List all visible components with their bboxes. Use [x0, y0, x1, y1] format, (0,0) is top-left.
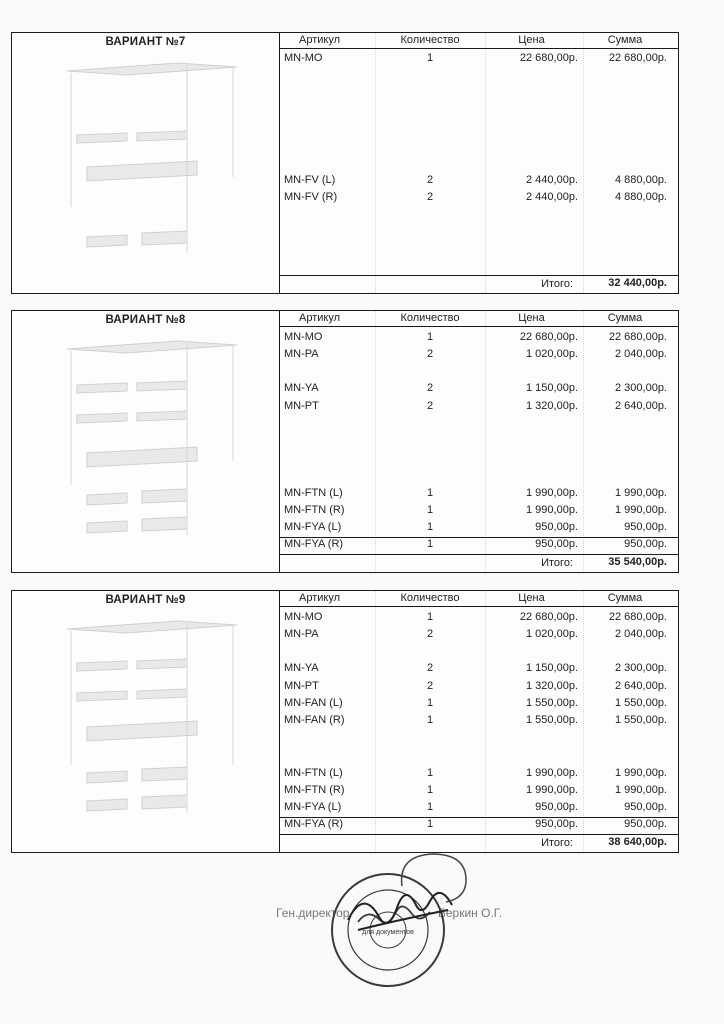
- shelving-unit-image: [57, 57, 237, 287]
- table-row: [279, 173, 678, 190]
- row-article: MN-FTN (R): [284, 784, 345, 796]
- table-row: [279, 381, 678, 398]
- row-price: 1 550,00р.: [526, 714, 578, 726]
- row-sum: 1 550,00р.: [615, 697, 667, 709]
- row-article: MN-PA: [284, 348, 319, 360]
- row-article: MN-FYA (R): [284, 818, 344, 830]
- row-quantity: 2: [426, 628, 434, 640]
- row-quantity: 2: [426, 348, 434, 360]
- variant-9-block: [11, 590, 679, 853]
- variant-title: ВАРИАНТ №8: [105, 314, 186, 326]
- row-article: MN-YA: [284, 662, 319, 674]
- row-quantity: 2: [426, 400, 434, 412]
- row-article: MN-FYA (R): [284, 538, 344, 550]
- total-row: [279, 554, 678, 572]
- row-quantity: 2: [426, 662, 434, 674]
- row-article: MN-PA: [284, 628, 319, 640]
- table-row: [279, 51, 678, 68]
- row-price: 950,00р.: [535, 521, 578, 533]
- row-article: MN-FTN (R): [284, 504, 345, 516]
- hand-drawn-circle: [392, 846, 472, 906]
- variant-image-panel: [12, 33, 280, 293]
- row-quantity: 2: [426, 382, 434, 394]
- row-sum: 1 990,00р.: [615, 487, 667, 499]
- row-sum: 4 880,00р.: [615, 174, 667, 186]
- row-sum: 1 990,00р.: [615, 504, 667, 516]
- row-article: MN-FTN (L): [284, 487, 343, 499]
- row-sum: 2 640,00р.: [615, 680, 667, 692]
- total-value: 35 540,00р.: [608, 556, 667, 568]
- header-article: Артикул: [299, 34, 341, 46]
- table-row: [279, 766, 678, 783]
- row-sum: 2 300,00р.: [615, 662, 667, 674]
- table-row: [279, 330, 678, 347]
- variant-8-block: [11, 310, 679, 573]
- header-article: Артикул: [299, 312, 341, 324]
- table-row: [279, 679, 678, 696]
- header-sum: Сумма: [607, 312, 643, 324]
- shelving-unit-image: [57, 335, 237, 565]
- row-article: MN-MO: [284, 52, 323, 64]
- header-article: Артикул: [299, 592, 341, 604]
- variant-table: [279, 591, 678, 852]
- row-article: MN-FTN (L): [284, 767, 343, 779]
- row-price: 1 990,00р.: [526, 504, 578, 516]
- row-quantity: 1: [426, 487, 434, 499]
- row-sum: 2 640,00р.: [615, 400, 667, 412]
- row-article: MN-FV (R): [284, 191, 338, 203]
- row-article: MN-FAN (L): [284, 697, 343, 709]
- row-price: 1 990,00р.: [526, 767, 578, 779]
- row-quantity: 1: [426, 818, 434, 830]
- row-price: 1 550,00р.: [526, 697, 578, 709]
- director-position: Ген.директор: [276, 906, 350, 920]
- total-row: [279, 275, 678, 293]
- variant-7-block: [11, 32, 679, 294]
- table-row: [279, 610, 678, 627]
- row-article: MN-FYA (L): [284, 521, 342, 533]
- row-quantity: 1: [426, 504, 434, 516]
- row-quantity: 1: [426, 611, 434, 623]
- row-price: 1 320,00р.: [526, 680, 578, 692]
- row-article: MN-PT: [284, 400, 319, 412]
- row-sum: 22 680,00р.: [608, 331, 667, 343]
- total-label: Итого:: [541, 278, 573, 290]
- row-price: 1 990,00р.: [526, 487, 578, 499]
- table-row: [279, 661, 678, 678]
- header-quantity: Количество: [400, 312, 460, 324]
- table-row: [279, 503, 678, 520]
- table-row: [279, 800, 678, 818]
- table-row: [279, 817, 678, 834]
- row-sum: 2 040,00р.: [615, 348, 667, 360]
- row-price: 2 440,00р.: [526, 174, 578, 186]
- header-sum: Сумма: [607, 34, 643, 46]
- row-price: 1 020,00р.: [526, 628, 578, 640]
- table-header: [279, 33, 678, 49]
- table-row: [279, 190, 678, 207]
- header-price: Цена: [518, 312, 545, 324]
- table-row: [279, 627, 678, 644]
- variant-table: [279, 33, 678, 293]
- table-row: [279, 347, 678, 364]
- row-price: 22 680,00р.: [519, 331, 578, 343]
- header-price: Цена: [518, 34, 545, 46]
- row-sum: 950,00р.: [624, 818, 667, 830]
- table-header: [279, 311, 678, 327]
- row-sum: 950,00р.: [624, 801, 667, 813]
- total-value: 38 640,00р.: [608, 836, 667, 848]
- row-quantity: 2: [426, 680, 434, 692]
- table-header: [279, 591, 678, 607]
- table-row: [279, 783, 678, 800]
- table-row: [279, 537, 678, 554]
- row-quantity: 1: [426, 714, 434, 726]
- row-article: MN-YA: [284, 382, 319, 394]
- table-row: [279, 713, 678, 730]
- row-article: MN-FAN (R): [284, 714, 345, 726]
- row-price: 950,00р.: [535, 818, 578, 830]
- row-sum: 950,00р.: [624, 538, 667, 550]
- header-price: Цена: [518, 592, 545, 604]
- row-price: 22 680,00р.: [519, 611, 578, 623]
- row-article: MN-FYA (L): [284, 801, 342, 813]
- variant-title: ВАРИАНТ №9: [105, 594, 186, 606]
- variant-image-panel: [12, 311, 280, 572]
- variant-title: ВАРИАНТ №7: [105, 36, 186, 48]
- shelving-unit-image: [57, 615, 237, 845]
- row-quantity: 1: [426, 697, 434, 709]
- row-quantity: 2: [426, 191, 434, 203]
- row-article: MN-FV (L): [284, 174, 336, 186]
- row-quantity: 1: [426, 331, 434, 343]
- row-price: 2 440,00р.: [526, 191, 578, 203]
- table-row: [279, 696, 678, 713]
- row-price: 22 680,00р.: [519, 52, 578, 64]
- row-quantity: 1: [426, 521, 434, 533]
- table-row: [279, 486, 678, 503]
- row-sum: 1 550,00р.: [615, 714, 667, 726]
- row-price: 1 990,00р.: [526, 784, 578, 796]
- row-sum: 950,00р.: [624, 521, 667, 533]
- row-sum: 1 990,00р.: [615, 784, 667, 796]
- svg-text:для документов: для документов: [362, 929, 414, 936]
- row-price: 1 020,00р.: [526, 348, 578, 360]
- header-quantity: Количество: [400, 34, 460, 46]
- row-quantity: 1: [426, 52, 434, 64]
- row-article: MN-MO: [284, 331, 323, 343]
- table-row: [279, 399, 678, 416]
- row-quantity: 1: [426, 784, 434, 796]
- director-name: Беркин О.Г.: [438, 906, 503, 920]
- header-quantity: Количество: [400, 592, 460, 604]
- variant-image-panel: [12, 591, 280, 852]
- total-value: 32 440,00р.: [608, 277, 667, 289]
- row-sum: 1 990,00р.: [615, 767, 667, 779]
- row-article: MN-MO: [284, 611, 323, 623]
- row-quantity: 1: [426, 767, 434, 779]
- total-label: Итого:: [541, 557, 573, 569]
- total-label: Итого:: [541, 837, 573, 849]
- row-quantity: 1: [426, 801, 434, 813]
- row-price: 1 150,00р.: [526, 662, 578, 674]
- row-article: MN-PT: [284, 680, 319, 692]
- table-row: [279, 520, 678, 538]
- row-quantity: 1: [426, 538, 434, 550]
- row-sum: 2 300,00р.: [615, 382, 667, 394]
- row-price: 950,00р.: [535, 538, 578, 550]
- header-sum: Сумма: [607, 592, 643, 604]
- row-sum: 2 040,00р.: [615, 628, 667, 640]
- row-price: 1 150,00р.: [526, 382, 578, 394]
- row-sum: 22 680,00р.: [608, 611, 667, 623]
- variant-table: [279, 311, 678, 572]
- row-sum: 4 880,00р.: [615, 191, 667, 203]
- row-price: 950,00р.: [535, 801, 578, 813]
- row-sum: 22 680,00р.: [608, 52, 667, 64]
- row-price: 1 320,00р.: [526, 400, 578, 412]
- row-quantity: 2: [426, 174, 434, 186]
